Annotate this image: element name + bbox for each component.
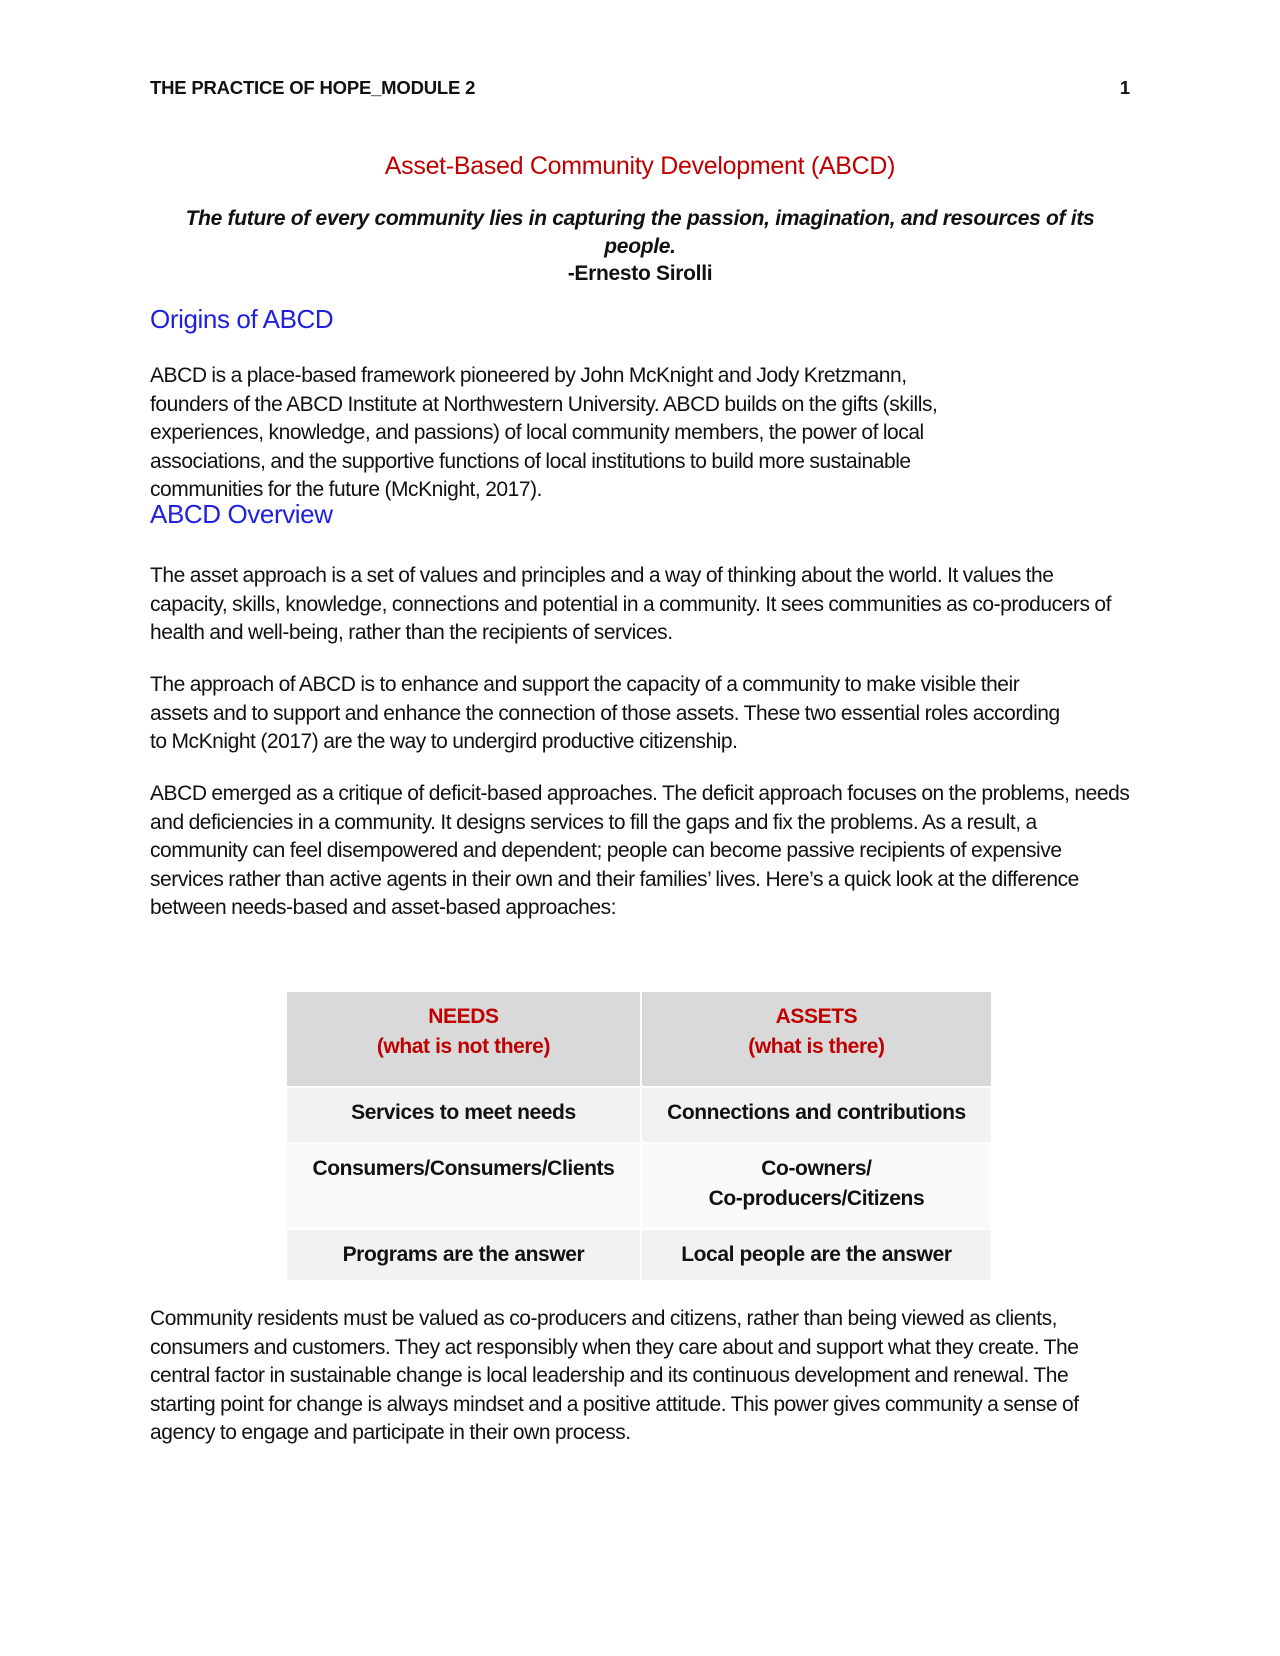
assets-header-sub: (what is there): [748, 1035, 885, 1058]
overview-paragraph-3: ABCD emerged as a critique of deficit-based approaches. The deficit approach focuses on the problems, needs and deficiencies in a community. It designs services to fill the gaps and fix the problems. As a result, a community can feel disempowered and dependent; people can become passive recipients of expensive services rather than active agents in their own and their families’ lives. Here’s a quick look at the difference between needs-based and asset-based approaches:: [150, 782, 1130, 919]
table-row: [287, 1088, 991, 1142]
needs-header-sub: (what is not there): [376, 1035, 551, 1058]
epigraph-quote-line1: The future of every community lies in capturing the passion, imagination, and resources of its: [185, 207, 1095, 230]
running-title: THE PRACTICE OF HOPE_MODULE 2: [150, 77, 476, 98]
running-header: [150, 77, 1130, 103]
overview-paragraph-2: The approach of ABCD is to enhance and support the capacity of a community to make visible their assets and to support and enhance the connection of those assets. These two essential roles according to McKnight (2017) are the way to undergird productive citizenship.: [150, 673, 1060, 753]
needs-header-label: NEEDS: [428, 1005, 499, 1028]
needs-column-header: [287, 992, 640, 1086]
table-row: [287, 1230, 991, 1280]
epigraph-quote-line2: people.: [604, 235, 676, 258]
overview-paragraph-4: Community residents must be valued as co-producers and citizens, rather than being viewed as clients, consumers and customers. They act responsibly when they care about and support what they create. The central factor in sustainable change is local leadership and its continuous development and renewal. The starting point for change is always mindset and a positive attitude. This power gives community a sense of agency to engage and participate in their own process.: [150, 1307, 1079, 1444]
assets-cell-line: Co-owners/: [761, 1157, 872, 1180]
needs-vs-assets-table: [285, 990, 993, 1282]
needs-cell: Services to meet needs: [287, 1088, 640, 1142]
origins-paragraph-text: ABCD is a place-based framework pioneered by John McKnight and Jody Kretzmann, founders of the ABCD Institute at Northwestern University. ABCD builds on the gifts (skills, experiences, knowledge, and passions) of local community members, the power of local associations, and the supportive functions of local institutions to build more sustainable communities for the future (McKnight, 2017).: [150, 364, 938, 501]
needs-cell: Consumers/Consumers/Clients: [287, 1144, 640, 1228]
assets-cell-line-2: Co-producers/Citizens: [708, 1187, 925, 1210]
table-row: [287, 1144, 991, 1228]
assets-cell-line: Connections and contributions: [667, 1101, 966, 1124]
assets-cell: [642, 1144, 991, 1228]
overview-paragraph-1: The asset approach is a set of values and principles and a way of thinking about the world. It values the capacity, skills, knowledge, connections and potential in a community. It sees communities as co-producers of health and well-being, rather than the recipients of services.: [150, 564, 1111, 644]
assets-cell: [642, 1088, 991, 1142]
overview-heading: ABCD Overview: [150, 499, 333, 529]
assets-cell: [642, 1230, 991, 1280]
assets-column-header: [642, 992, 991, 1086]
origins-heading: Origins of ABCD: [150, 304, 334, 334]
document-title: Asset-Based Community Development (ABCD): [384, 152, 896, 180]
origins-paragraph: [150, 362, 980, 505]
epigraph-quote: [170, 205, 1110, 261]
assets-header-label: ASSETS: [775, 1005, 858, 1028]
epigraph-author: -Ernesto Sirolli: [567, 262, 713, 285]
page-number: 1: [1119, 77, 1130, 98]
needs-cell: Programs are the answer: [287, 1230, 640, 1280]
assets-cell-line: Local people are the answer: [681, 1243, 952, 1266]
table-header-row: [287, 992, 991, 1086]
